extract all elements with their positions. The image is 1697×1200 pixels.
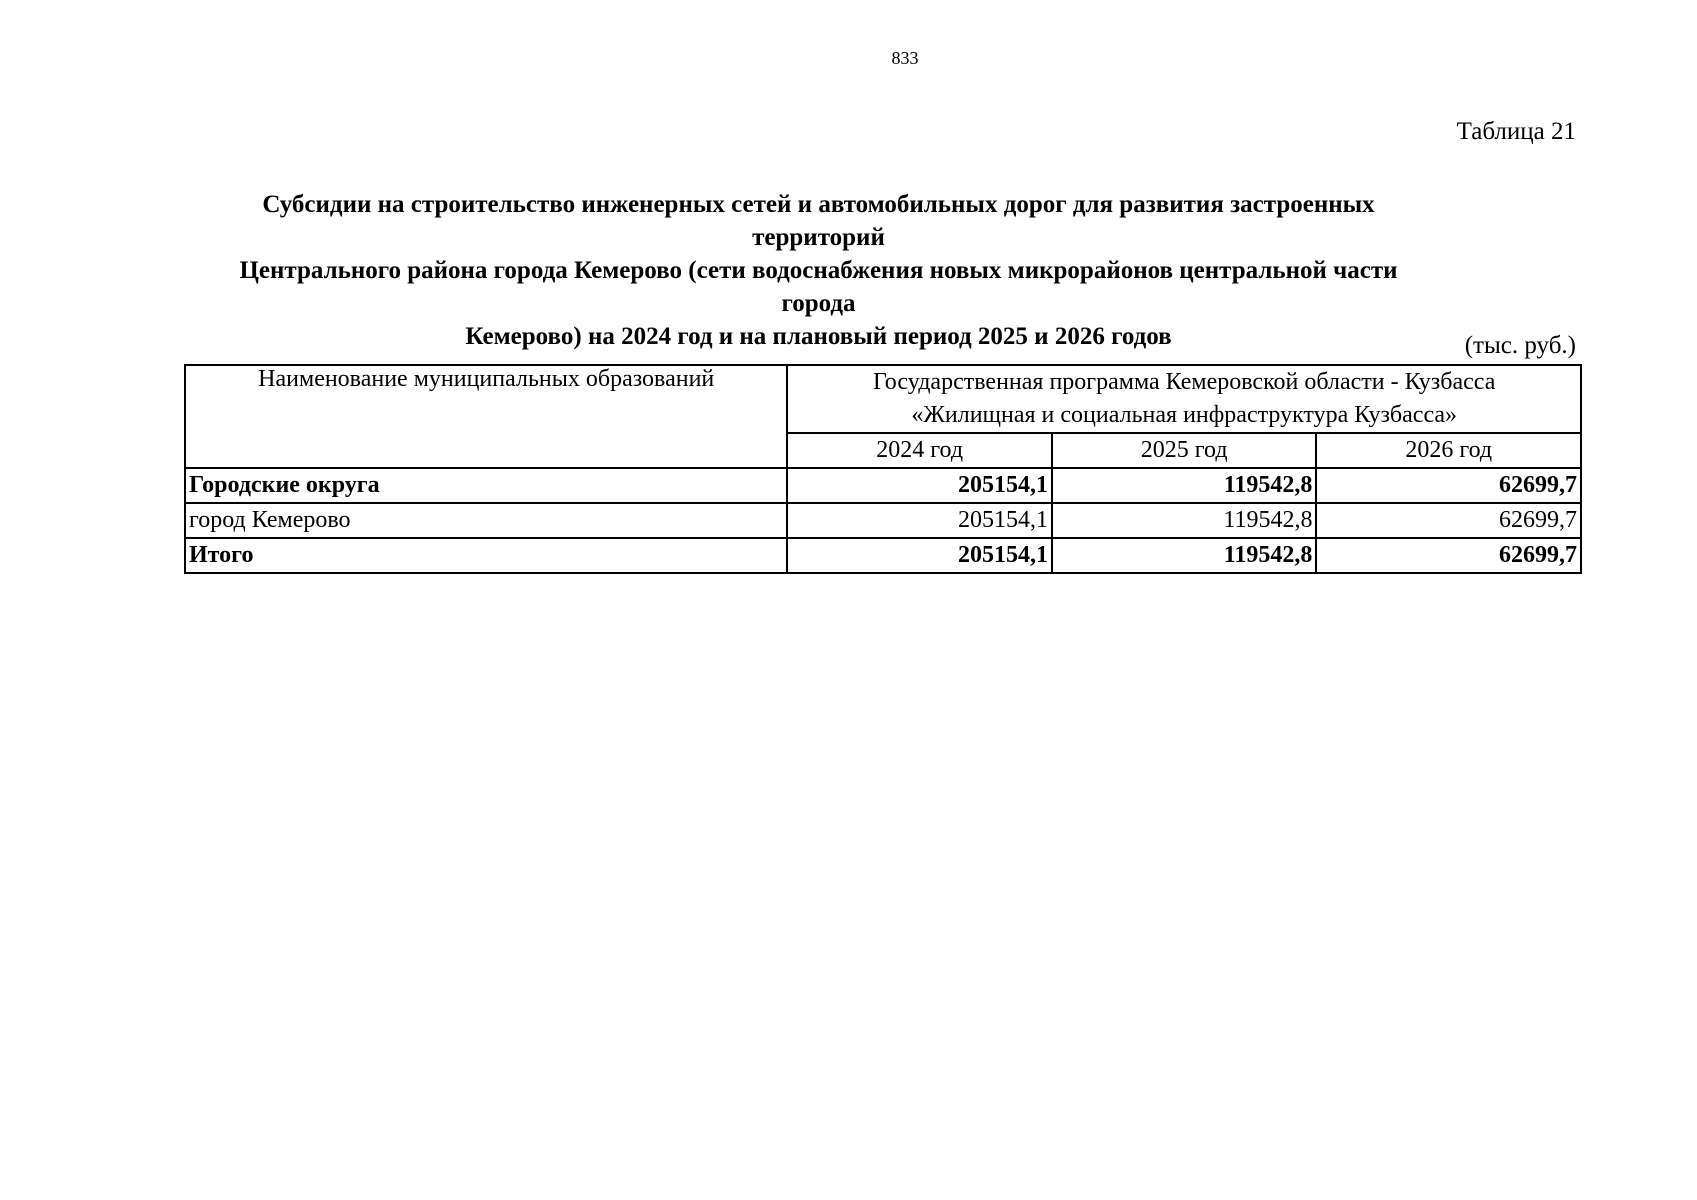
page-number: 833 xyxy=(891,48,919,68)
header-year-2024: 2024 год xyxy=(787,433,1052,468)
row-value-2025: 119542,8 xyxy=(1052,468,1317,503)
subsidy-table xyxy=(184,364,1582,574)
header-year-2025: 2025 год xyxy=(1052,433,1317,468)
row-value-2024: 205154,1 xyxy=(787,468,1052,503)
table-row-total xyxy=(185,538,1581,573)
header-program-line-2: «Жилищная и социальная инфраструктура Кузбасса» xyxy=(911,402,1458,428)
table-label: Таблица 21 xyxy=(1456,118,1576,145)
table-row xyxy=(185,468,1581,503)
row-value-2026: 62699,7 xyxy=(1316,468,1581,503)
document-title xyxy=(206,188,1431,353)
row-value-2025: 119542,8 xyxy=(1052,538,1317,573)
row-name: Итого xyxy=(185,538,787,573)
header-program xyxy=(787,365,1581,433)
row-value-2024: 205154,1 xyxy=(787,538,1052,573)
header-year-2026: 2026 год xyxy=(1316,433,1581,468)
title-line-2: Центрального района города Кемерово (сети водоснабжения новых микрорайонов центральной части города xyxy=(239,257,1398,317)
table-row xyxy=(185,503,1581,538)
header-program-line-1: Государственная программа Кемеровской области - Кузбасса xyxy=(873,369,1496,395)
header-municipality-name: Наименование муниципальных образований xyxy=(185,365,787,468)
table-header-row xyxy=(185,365,1581,433)
row-value-2026: 62699,7 xyxy=(1316,503,1581,538)
row-value-2024: 205154,1 xyxy=(787,503,1052,538)
row-value-2026: 62699,7 xyxy=(1316,538,1581,573)
title-line-1: Субсидии на строительство инженерных сетей и автомобильных дорог для развития застроенных территорий xyxy=(262,191,1375,251)
units-label: (тыс. руб.) xyxy=(1464,332,1576,359)
row-name: город Кемерово xyxy=(185,503,787,538)
row-value-2025: 119542,8 xyxy=(1052,503,1317,538)
title-line-3: Кемерово) на 2024 год и на плановый период 2025 и 2026 годов xyxy=(465,323,1172,350)
row-name: Городские округа xyxy=(185,468,787,503)
